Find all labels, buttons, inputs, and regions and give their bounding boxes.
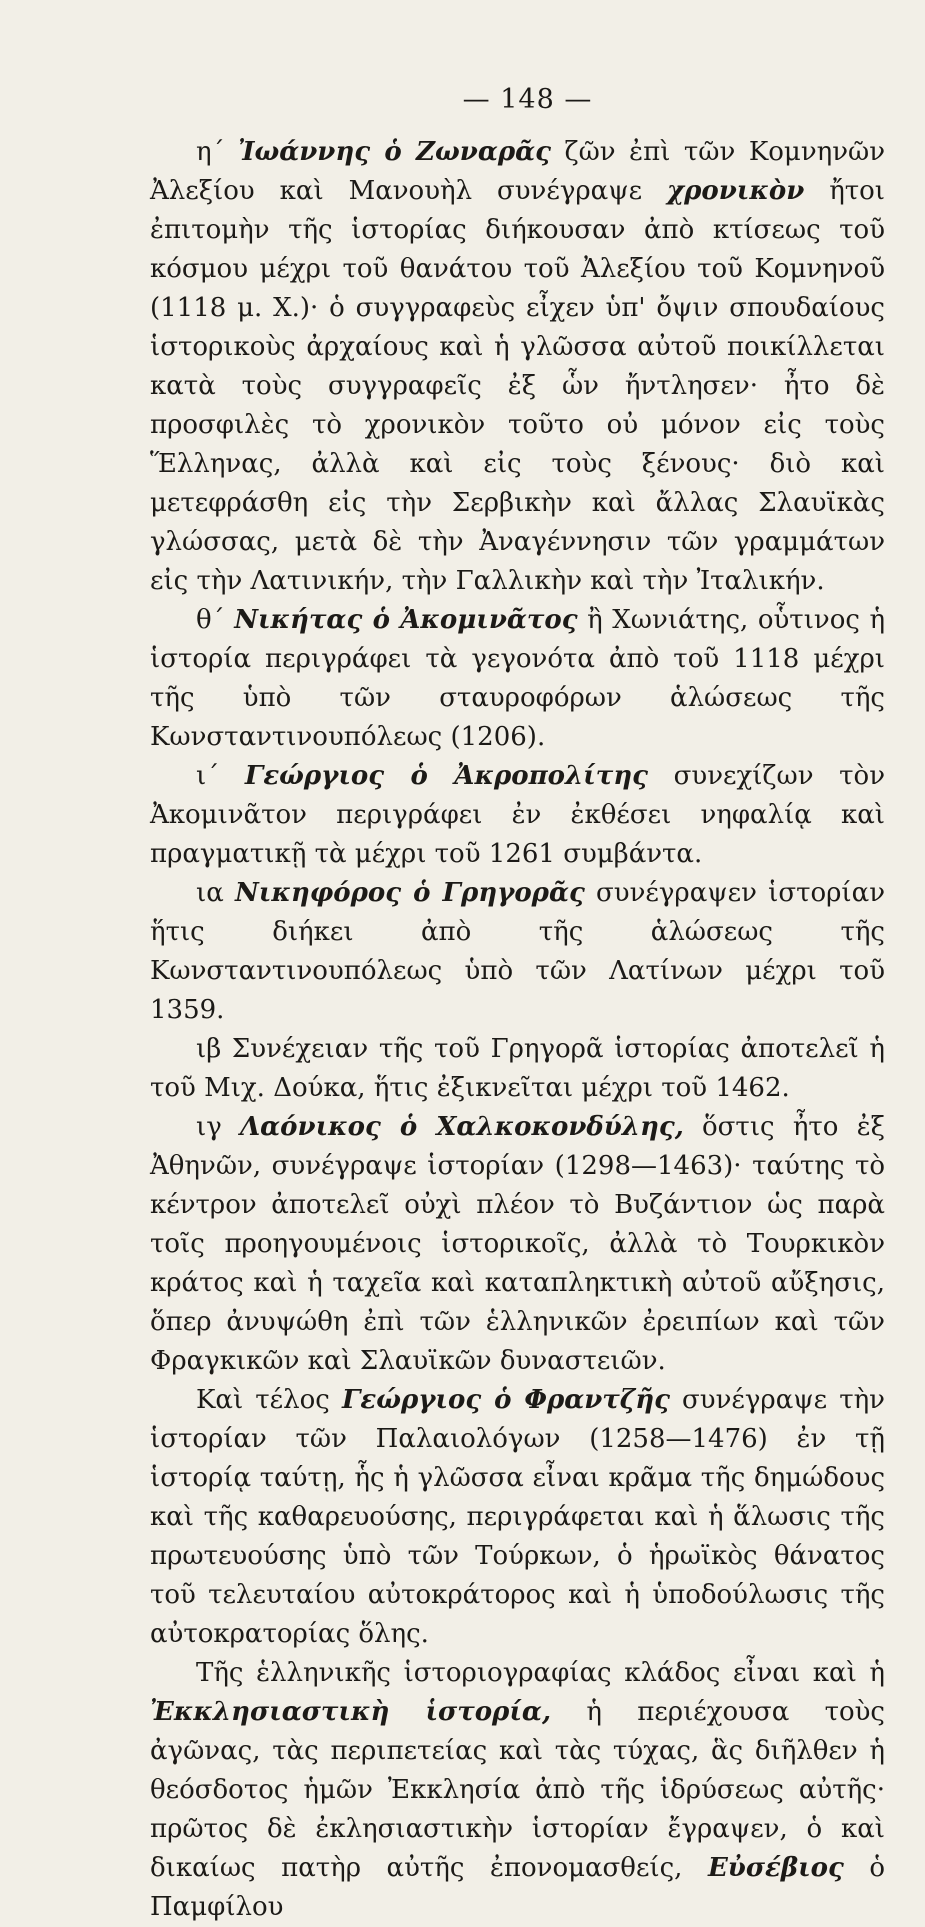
author-name: Νικηφόρος ὁ Γρηγορᾶς [235, 878, 585, 908]
author-name: Λαόνικος ὁ Χαλκοκονδύλης, [240, 1112, 684, 1142]
paragraph-text: ἢ Χωνιάτης, οὗτινος ἡ ἱστορία περιγράφει τὰ γεγονότα ἀπὸ τοῦ 1118 μέχρι τῆς ὑπὸ τῶν σταυροφόρων ἁλώσεως τῆς Κωνσταντινουπόλεως (1206). [150, 605, 886, 752]
paragraph-text: συνέγραψε τὴν ἱστορίαν τῶν Παλαιολόγων (1258—1476) ἐν τῇ ἱστορίᾳ ταύτῃ, ἧς ἡ γλῶσσα εἶναι κρᾶμα τῆς δημώδους καὶ τῆς καθαρευούσης, περιγράφεται καὶ ἡ ἅλωσις τῆς πρωτευούσης ὑπὸ τῶν Τούρκων, ὁ ἡρωϊκὸς θάνατος τοῦ τελευταίου αὐτοκράτορος καὶ ἡ ὑποδούλωσις τῆς αὐτοκρατορίας ὅλης. [150, 1385, 885, 1649]
item-numeral: η΄ [196, 137, 225, 167]
work-title: χρονικὸν [667, 176, 805, 206]
page-number: — 148 — [462, 84, 593, 115]
paragraph-text: συνεχίζων τὸν Ἀκομινᾶτον περιγράφει ἐν ἐκθέσει νηφαλίᾳ καὶ πραγματικῇ τὰ μέχρι τοῦ 1261 συμβάντα. [150, 761, 886, 869]
author-name: Νικήτας ὁ Ἀκομινᾶτος [234, 605, 578, 635]
paragraph-ecclesiastical-history [150, 1654, 885, 1927]
paragraph-zonaras [150, 133, 885, 601]
paragraph-akropolites [150, 757, 885, 874]
paragraph-text: ἡ περιέχουσα τοὺς ἀγῶνας, τὰς περιπετείας καὶ τὰς τύχας, ἃς διῆλθεν ἡ θεόσδοτος ἡμῶν Ἐκκλησία ἀπὸ τῆς ἱδρύσεως αὐτῆς· πρῶτος δὲ ἐκλησιαστικὴν ἱστορίαν ἔγραψεν, ὁ καὶ δικαίως πατὴρ αὐτῆς ἐπονομασθείς, [150, 1697, 885, 1883]
item-numeral: ι΄ [196, 761, 220, 791]
paragraph-chalkokondyles [150, 1108, 885, 1381]
item-numeral: ιβ [196, 1034, 222, 1064]
author-name: Ἰωάννης ὁ Ζωναρᾶς [238, 137, 551, 167]
body-text [150, 133, 885, 1927]
paragraph-text: συνέγραψεν ἱστορίαν ἥτις διήκει ἀπὸ τῆς ἁλώσεως τῆς Κωνσταντινουπόλεως ὑπὸ τῶν Λατίνων μέχρι τοῦ 1359. [150, 878, 885, 1025]
author-name: Γεώργιος ὁ Φραντζῆς [341, 1385, 670, 1415]
item-numeral: ιγ [196, 1112, 222, 1142]
paragraph-frantzes [150, 1381, 885, 1654]
item-numeral: ια [196, 878, 224, 908]
paragraph-gregoras [150, 874, 885, 1030]
paragraph-text: Τῆς ἑλληνικῆς ἱστοριογραφίας κλάδος εἶναι καὶ ἡ [196, 1658, 885, 1688]
author-name: Εὐσέβιος [707, 1853, 844, 1883]
author-name: Γεώργιος ὁ Ἀκροπολίτης [244, 761, 648, 791]
paragraph-lead: Καὶ τέλος [196, 1385, 330, 1415]
paragraph-text: ὁ Παμφίλου [150, 1853, 886, 1922]
paragraph-text: Συνέχειαν τῆς τοῦ Γρηγορᾶ ἱστορίας ἀποτελεῖ ἡ τοῦ Μιχ. Δούκα, ἥτις ἐξικνεῖται μέχρι τοῦ 1462. [150, 1034, 885, 1103]
paragraph-akominatos [150, 601, 885, 757]
paragraph-text: ζῶν ἐπὶ τῶν Κομνηνῶν Ἀλεξίου καὶ Μανουὴλ συνέγραψε [150, 137, 886, 206]
paragraph-doukas [150, 1030, 885, 1108]
paragraph-text: ἤτοι ἐπιτομὴν τῆς ἱστορίας διήκουσαν ἀπὸ κτίσεως τοῦ κόσμου μέχρι τοῦ θανάτου τοῦ Ἀλεξίου τοῦ Κομνηνοῦ (1118 μ. Χ.)· ὁ συγγραφεὺς εἶχεν ὑπ' ὄψιν σπουδαίους ἱστορικοὺς ἀρχαίους καὶ ἡ γλῶσσα αὐτοῦ ποικίλλεται κατὰ τοὺς συγγραφεῖς ἐξ ὧν ἤντλησεν· ἦτο δὲ προσφιλὲς τὸ χρονικὸν τοῦτο οὐ μόνον εἰς τοὺς Ἕλληνας, ἀλλὰ καὶ εἰς τοὺς ξένους· διὸ καὶ μετεφράσθη εἰς τὴν Σερβικὴν καὶ ἄλλας Σλαυϊκὰς γλώσσας, μετὰ δὲ τὴν Ἀναγέννησιν τῶν γραμμάτων εἰς τὴν Λατινικήν, τὴν Γαλλικὴν καὶ τὴν Ἰταλικήν. [150, 176, 885, 596]
item-numeral: θ΄ [196, 605, 225, 635]
work-title: Ἐκκλησιαστικὴ ἱστορία, [150, 1697, 551, 1727]
paragraph-text: ὅστις ἦτο ἐξ Ἀθηνῶν, συνέγραψε ἱστορίαν (1298—1463)· ταύτης τὸ κέντρον ἀποτελεῖ οὐχὶ πλέον τὸ Βυζάντιον ὡς παρὰ τοῖς προηγουμένοις ἱστορικοῖς, ἀλλὰ τὸ Τουρκικὸν κράτος καὶ ἡ ταχεῖα καὶ καταπληκτικὴ αὐτοῦ αὔξησις, ὅπερ ἀνυψώθη ἐπὶ τῶν ἑλληνικῶν ἐρειπίων καὶ τῶν Φραγκικῶν καὶ Σλαυϊκῶν δυναστειῶν. [150, 1112, 885, 1376]
